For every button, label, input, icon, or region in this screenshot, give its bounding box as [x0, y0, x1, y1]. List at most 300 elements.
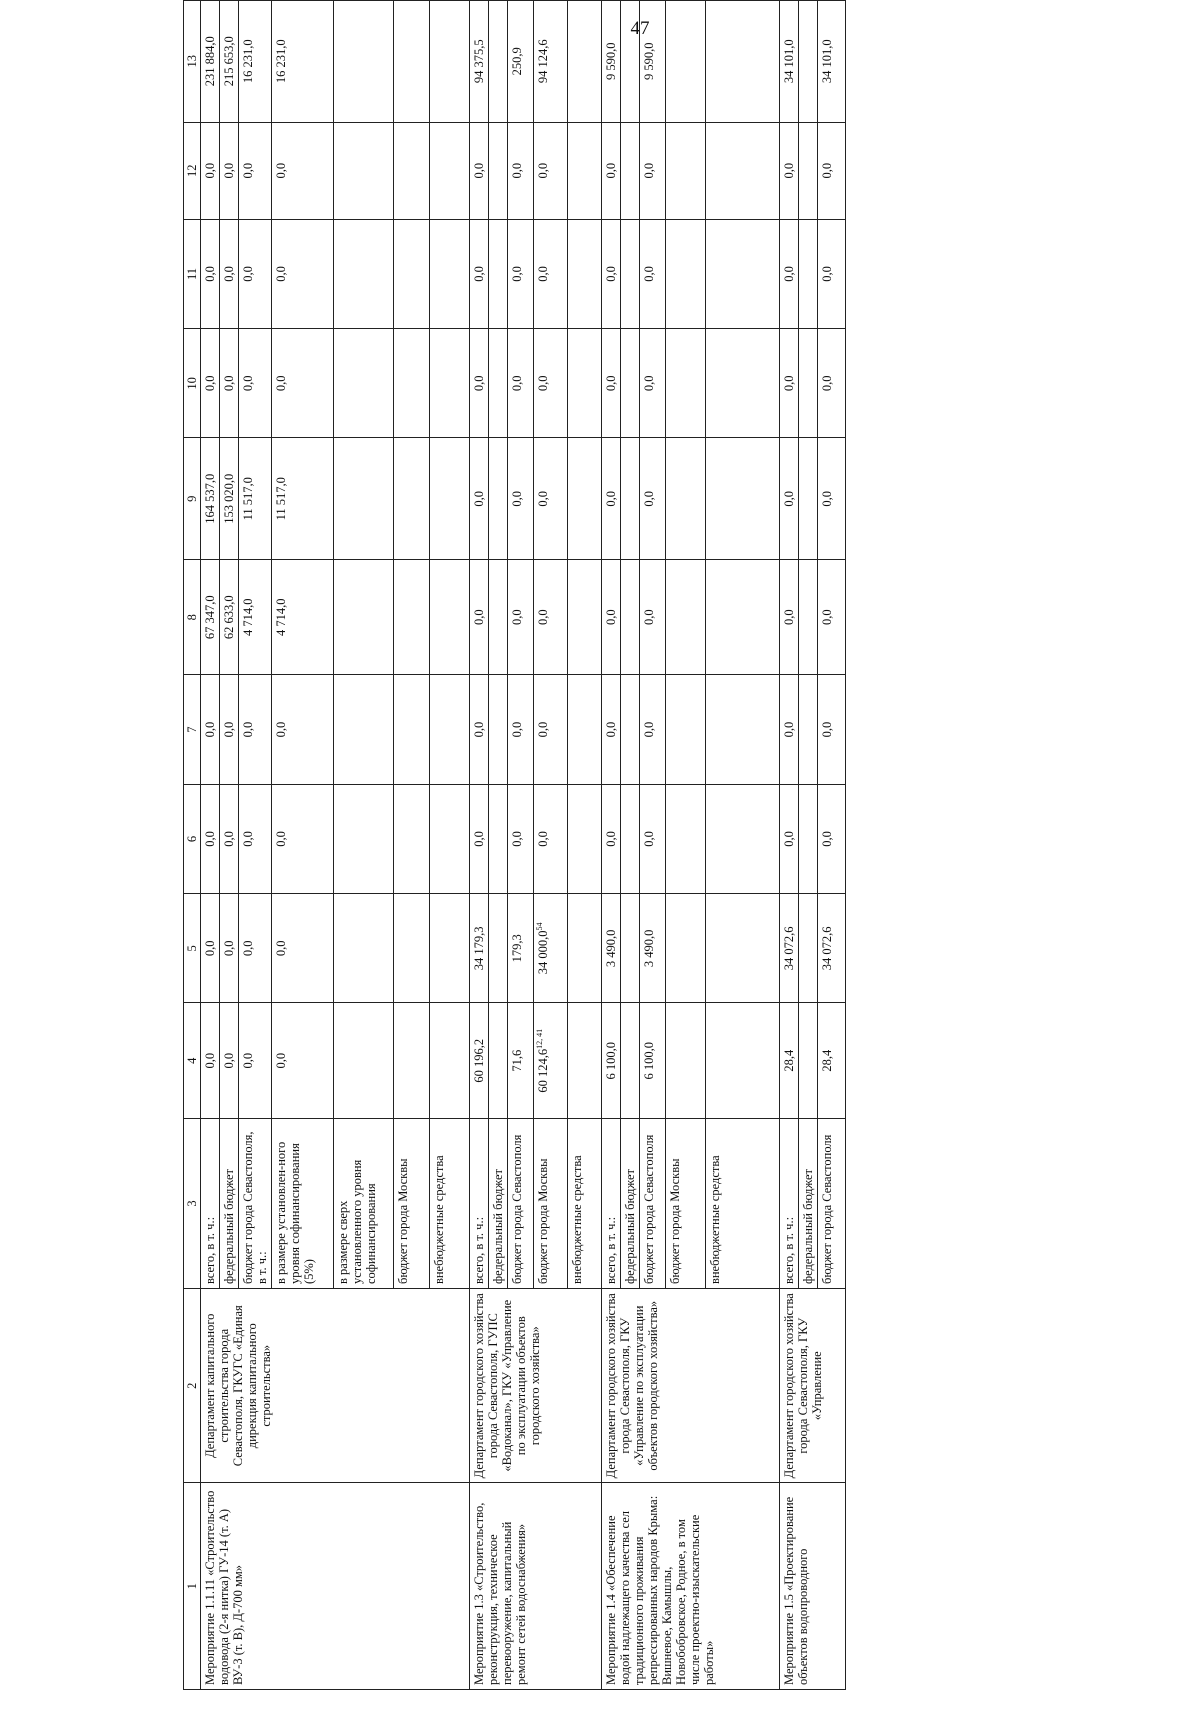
amount-cell	[508, 122, 534, 219]
amount-cell	[220, 1003, 239, 1118]
amount-cell	[430, 1003, 470, 1118]
amount-cell	[666, 1003, 706, 1118]
amount-cell	[568, 784, 602, 893]
amount-value: 0,0	[203, 940, 217, 957]
amount-cell	[489, 122, 508, 219]
funding-source: бюджет города Москвы	[534, 1118, 568, 1288]
amount-cell	[621, 1003, 640, 1118]
amount-cell	[640, 784, 666, 893]
footnote-ref: 54	[535, 922, 544, 931]
amount-value: 62 633,0	[222, 595, 236, 640]
amount-cell	[568, 329, 602, 438]
amount-cell	[568, 1, 602, 123]
amount-value: 34 072,6	[820, 926, 834, 971]
amount-value: 0,0	[241, 721, 255, 738]
funding-source: федеральный бюджет	[799, 1118, 818, 1288]
amount-cell	[706, 784, 780, 893]
amount-cell	[508, 1003, 534, 1118]
amount-cell	[334, 1, 394, 123]
amount-value: 0,0	[820, 375, 834, 392]
amount-value: 0,0	[820, 721, 834, 738]
amount-cell	[666, 560, 706, 675]
amount-cell	[220, 675, 239, 784]
amount-cell	[602, 219, 621, 328]
amount-cell	[602, 329, 621, 438]
amount-cell	[799, 894, 818, 1003]
amount-cell	[430, 438, 470, 560]
amount-value: 153 020,0	[222, 473, 236, 524]
amount-cell	[706, 1, 780, 123]
amount-value: 0,0	[510, 490, 524, 507]
amount-cell	[430, 784, 470, 893]
funding-source: всего, в т. ч.:	[470, 1118, 489, 1288]
footnote-ref: 12, 41	[535, 1028, 544, 1049]
amount-cell	[239, 219, 272, 328]
amount-cell	[534, 1003, 568, 1118]
amount-cell	[394, 122, 430, 219]
amount-cell	[489, 438, 508, 560]
amount-cell	[508, 219, 534, 328]
responsible-executor: Департамент городского хозяйства города Севастополя, ГКУ «Управление по эксплуатации объектов городского хозяйства»	[602, 1289, 780, 1483]
amount-cell	[706, 329, 780, 438]
amount-value: 0,0	[820, 162, 834, 179]
amount-cell	[394, 784, 430, 893]
amount-value: 0,0	[241, 375, 255, 392]
amount-cell	[272, 219, 334, 328]
measure-name: Мероприятие 1.4 «Обеспечение водой надлежащего качества сел традиционного проживания репрессированных народов Крыма: Вишневое, Камышлы, Новобобровское, Родное, в том числе проектно-изыскательские работы»	[602, 1483, 780, 1690]
amount-value: 0,0	[241, 831, 255, 847]
amount-cell	[666, 675, 706, 784]
amount-value: 0,0	[510, 721, 524, 738]
amount-cell	[818, 1, 846, 123]
amount-value: 11 517,0	[274, 477, 288, 521]
amount-value: 0,0	[274, 831, 288, 847]
amount-cell	[799, 1, 818, 123]
amount-cell	[799, 784, 818, 893]
amount-cell	[239, 560, 272, 675]
amount-value: 0,0	[241, 940, 255, 957]
amount-value: 34 101,0	[782, 39, 796, 84]
amount-value: 34 179,3	[472, 926, 486, 971]
amount-cell	[489, 1003, 508, 1118]
amount-value: 0,0	[604, 162, 618, 179]
amount-cell	[568, 438, 602, 560]
amount-value: 0,0	[782, 831, 796, 847]
amount-value: 0,0	[604, 831, 618, 847]
amount-cell	[780, 1, 799, 123]
amount-cell	[818, 122, 846, 219]
amount-value: 0,0	[642, 266, 656, 282]
amount-value: 0,0	[536, 721, 550, 738]
amount-cell	[602, 1, 621, 123]
amount-value: 4 714,0	[241, 598, 255, 636]
amount-cell	[201, 675, 220, 784]
amount-cell	[272, 1003, 334, 1118]
amount-value: 94 375,5	[472, 39, 486, 84]
amount-cell	[394, 438, 430, 560]
amount-cell	[640, 894, 666, 1003]
amount-value: 34 000,0	[536, 930, 551, 975]
amount-cell	[201, 219, 220, 328]
amount-value: 0,0	[222, 375, 236, 392]
funding-source: в размере установлен-ного уровня софинансирования (5%)	[272, 1118, 334, 1288]
amount-cell	[640, 675, 666, 784]
amount-value: 0,0	[222, 1052, 236, 1069]
amount-value: 0,0	[782, 609, 796, 626]
column-number-header: 12	[184, 122, 201, 219]
amount-cell	[470, 122, 489, 219]
amount-cell	[621, 1, 640, 123]
amount-cell	[706, 1003, 780, 1118]
amount-cell	[334, 894, 394, 1003]
amount-value: 4 714,0	[274, 598, 288, 636]
amount-cell	[508, 438, 534, 560]
amount-value: 0,0	[820, 490, 834, 507]
amount-value: 0,0	[203, 1052, 217, 1069]
responsible-executor: Департамент капитального строительства города Севастополя, ГКУГС «Единая дирекция капитального строительства»	[201, 1289, 470, 1483]
rotated-table-container	[183, 0, 1133, 1690]
amount-cell	[470, 219, 489, 328]
amount-cell	[489, 894, 508, 1003]
amount-value: 0,0	[782, 375, 796, 392]
amount-cell	[272, 122, 334, 219]
amount-cell	[780, 219, 799, 328]
amount-cell	[201, 1003, 220, 1118]
column-number-header: 3	[184, 1118, 201, 1288]
column-number-header: 7	[184, 675, 201, 784]
amount-cell	[220, 122, 239, 219]
amount-value: 0,0	[472, 266, 486, 282]
funding-source: всего, в т. ч.:	[602, 1118, 621, 1288]
amount-cell	[430, 219, 470, 328]
amount-cell	[220, 784, 239, 893]
amount-value: 0,0	[222, 266, 236, 282]
amount-cell	[470, 675, 489, 784]
amount-value: 11 517,0	[241, 477, 255, 521]
amount-cell	[272, 675, 334, 784]
funding-source: внебюджетные средства	[568, 1118, 602, 1288]
amount-cell	[706, 438, 780, 560]
amount-value: 0,0	[536, 490, 550, 507]
amount-value: 0,0	[536, 831, 550, 847]
amount-cell	[201, 784, 220, 893]
column-number-header: 5	[184, 894, 201, 1003]
amount-cell	[430, 1, 470, 123]
amount-value: 0,0	[203, 831, 217, 847]
amount-value: 0,0	[472, 162, 486, 179]
amount-value: 0,0	[203, 162, 217, 179]
amount-cell	[508, 675, 534, 784]
table-row	[780, 1, 799, 1690]
column-number-header: 10	[184, 329, 201, 438]
amount-value: 0,0	[274, 266, 288, 282]
amount-cell	[666, 329, 706, 438]
amount-value: 0,0	[820, 266, 834, 282]
table-row	[201, 1, 220, 1690]
amount-value: 71,6	[510, 1049, 524, 1072]
amount-value: 60 196,2	[472, 1038, 486, 1083]
amount-cell	[799, 1003, 818, 1118]
amount-value: 0,0	[203, 266, 217, 282]
amount-value: 231 884,0	[203, 36, 217, 87]
amount-cell	[430, 329, 470, 438]
amount-value: 3 490,0	[604, 929, 618, 968]
amount-cell	[568, 675, 602, 784]
amount-value: 0,0	[642, 162, 656, 179]
column-number-row	[184, 1, 201, 1690]
amount-cell	[640, 219, 666, 328]
amount-cell	[780, 438, 799, 560]
amount-cell	[602, 675, 621, 784]
amount-cell	[334, 560, 394, 675]
amount-cell	[430, 894, 470, 1003]
amount-cell	[799, 122, 818, 219]
column-number-header: 13	[184, 1, 201, 123]
amount-cell	[568, 1003, 602, 1118]
amount-cell	[470, 329, 489, 438]
amount-cell	[534, 1, 568, 123]
measure-name: Мероприятие 1.5 «Проектирование объектов водопроводного	[780, 1483, 846, 1690]
amount-cell	[430, 122, 470, 219]
amount-cell	[640, 438, 666, 560]
amount-cell	[470, 1003, 489, 1118]
funding-source: в размере сверх установленного уровня софинансирования	[334, 1118, 394, 1288]
amount-cell	[430, 675, 470, 784]
amount-cell	[201, 1, 220, 123]
amount-cell	[640, 1, 666, 123]
funding-source: бюджет города Севастополя	[818, 1118, 846, 1288]
amount-value: 0,0	[642, 490, 656, 507]
amount-cell	[799, 329, 818, 438]
amount-cell	[621, 675, 640, 784]
amount-cell	[272, 894, 334, 1003]
amount-cell	[239, 438, 272, 560]
amount-cell	[334, 122, 394, 219]
amount-value: 6 100,0	[642, 1041, 656, 1080]
amount-value: 0,0	[241, 1052, 255, 1069]
amount-cell	[799, 560, 818, 675]
amount-value: 0,0	[782, 721, 796, 738]
amount-cell	[489, 675, 508, 784]
column-number-header: 9	[184, 438, 201, 560]
amount-cell	[602, 894, 621, 1003]
amount-cell	[394, 894, 430, 1003]
amount-cell	[534, 675, 568, 784]
amount-cell	[489, 219, 508, 328]
amount-cell	[334, 675, 394, 784]
amount-cell	[706, 122, 780, 219]
amount-value: 0,0	[274, 721, 288, 738]
amount-cell	[818, 1003, 846, 1118]
amount-cell	[568, 560, 602, 675]
amount-cell	[780, 560, 799, 675]
amount-value: 0,0	[604, 609, 618, 626]
amount-cell	[272, 1, 334, 123]
amount-cell	[201, 122, 220, 219]
amount-cell	[780, 784, 799, 893]
amount-value: 0,0	[472, 721, 486, 738]
amount-cell	[780, 894, 799, 1003]
amount-cell	[780, 1003, 799, 1118]
amount-value: 0,0	[203, 375, 217, 392]
amount-cell	[394, 329, 430, 438]
funding-source: федеральный бюджет	[489, 1118, 508, 1288]
amount-value: 0,0	[510, 162, 524, 179]
amount-cell	[334, 1003, 394, 1118]
amount-value: 28,4	[782, 1049, 796, 1072]
amount-value: 16 231,0	[274, 39, 288, 84]
amount-value: 0,0	[642, 375, 656, 392]
amount-cell	[818, 438, 846, 560]
amount-value: 0,0	[604, 375, 618, 392]
amount-cell	[818, 894, 846, 1003]
amount-cell	[818, 219, 846, 328]
amount-value: 0,0	[642, 831, 656, 847]
amount-cell	[272, 329, 334, 438]
amount-cell	[666, 122, 706, 219]
amount-value: 0,0	[274, 1052, 288, 1069]
amount-cell	[780, 122, 799, 219]
amount-value: 0,0	[222, 831, 236, 847]
amount-cell	[489, 329, 508, 438]
amount-cell	[220, 219, 239, 328]
amount-cell	[334, 438, 394, 560]
amount-cell	[272, 438, 334, 560]
amount-value: 0,0	[642, 721, 656, 738]
amount-cell	[666, 219, 706, 328]
funding-source: внебюджетные средства	[706, 1118, 780, 1288]
amount-cell	[666, 438, 706, 560]
amount-cell	[799, 219, 818, 328]
measure-name: Мероприятие 1.3 «Строительство, реконструкция, техническое перевооружение, капитальный ремонт сетей водоснабжения»	[470, 1483, 602, 1690]
amount-value: 0,0	[203, 721, 217, 738]
amount-cell	[818, 560, 846, 675]
amount-cell	[621, 329, 640, 438]
amount-cell	[818, 675, 846, 784]
funding-source: федеральный бюджет	[220, 1118, 239, 1288]
funding-source: бюджет города Москвы	[666, 1118, 706, 1288]
amount-value: 0,0	[604, 266, 618, 282]
measure-name: Мероприятие 1.1.11 «Строительство водовода (2-я нитка) ГУ-14 (т. А) ВУ-3 (т. В), Д-700 мм»	[201, 1483, 470, 1690]
amount-cell	[818, 784, 846, 893]
amount-value: 0,0	[510, 266, 524, 282]
amount-value: 0,0	[642, 609, 656, 626]
table-row	[602, 1, 621, 1690]
amount-cell	[621, 438, 640, 560]
amount-cell	[394, 1003, 430, 1118]
amount-cell	[239, 784, 272, 893]
amount-cell	[621, 894, 640, 1003]
funding-source: федеральный бюджет	[621, 1118, 640, 1288]
amount-cell	[602, 1003, 621, 1118]
amount-cell	[666, 784, 706, 893]
amount-cell	[640, 1003, 666, 1118]
amount-cell	[201, 894, 220, 1003]
amount-value: 94 124,6	[536, 39, 550, 84]
amount-value: 0,0	[472, 490, 486, 507]
amount-cell	[621, 122, 640, 219]
amount-value: 0,0	[274, 375, 288, 392]
column-number-header: 6	[184, 784, 201, 893]
amount-cell	[666, 894, 706, 1003]
amount-cell	[239, 1003, 272, 1118]
responsible-executor: Департамент городского хозяйства города Севастополя, ГКУ «Управление	[780, 1289, 846, 1483]
column-number-header: 2	[184, 1289, 201, 1483]
amount-cell	[394, 219, 430, 328]
funding-source: бюджет города Севастополя	[508, 1118, 534, 1288]
amount-value: 67 347,0	[203, 595, 217, 640]
amount-cell	[470, 784, 489, 893]
amount-cell	[568, 894, 602, 1003]
budget-table	[183, 0, 846, 1690]
amount-value: 0,0	[604, 490, 618, 507]
amount-value: 0,0	[241, 162, 255, 179]
amount-value: 0,0	[782, 266, 796, 282]
amount-cell	[489, 1, 508, 123]
amount-cell	[534, 894, 568, 1003]
amount-value: 0,0	[510, 375, 524, 392]
amount-cell	[272, 784, 334, 893]
amount-value: 3 490,0	[642, 929, 656, 968]
amount-cell	[799, 675, 818, 784]
amount-cell	[201, 560, 220, 675]
amount-value: 0,0	[222, 162, 236, 179]
amount-cell	[621, 219, 640, 328]
amount-cell	[470, 438, 489, 560]
page-number: 47	[630, 18, 650, 39]
amount-cell	[799, 438, 818, 560]
amount-value: 9 590,0	[642, 42, 656, 81]
amount-cell	[239, 329, 272, 438]
amount-cell	[470, 1, 489, 123]
amount-cell	[334, 329, 394, 438]
amount-value: 0,0	[274, 162, 288, 179]
amount-cell	[568, 219, 602, 328]
amount-value: 0,0	[536, 375, 550, 392]
column-number-header: 8	[184, 560, 201, 675]
table-body	[201, 1, 846, 1690]
table-row	[470, 1, 489, 1690]
amount-cell	[640, 122, 666, 219]
funding-source: всего, в т. ч.:	[780, 1118, 799, 1288]
amount-cell	[706, 560, 780, 675]
responsible-executor: Департамент городского хозяйства города Севастополя, ГУПС «Водоканал», ГКУ «Управление по эксплуатации объектов городского хозяйства»	[470, 1289, 602, 1483]
amount-cell	[220, 1, 239, 123]
amount-cell	[508, 894, 534, 1003]
amount-cell	[220, 329, 239, 438]
amount-cell	[430, 560, 470, 675]
funding-source: бюджет города Севастополя	[640, 1118, 666, 1288]
amount-value: 6 100,0	[604, 1041, 618, 1080]
amount-cell	[220, 894, 239, 1003]
amount-cell	[640, 329, 666, 438]
amount-cell	[272, 560, 334, 675]
amount-cell	[602, 560, 621, 675]
amount-cell	[780, 329, 799, 438]
funding-source: бюджет города Москвы	[394, 1118, 430, 1288]
amount-cell	[706, 894, 780, 1003]
amount-value: 0,0	[820, 609, 834, 626]
amount-value: 0,0	[536, 266, 550, 282]
amount-cell	[201, 329, 220, 438]
amount-cell	[602, 122, 621, 219]
amount-cell	[239, 122, 272, 219]
amount-cell	[334, 784, 394, 893]
amount-value: 0,0	[472, 609, 486, 626]
amount-value: 0,0	[510, 831, 524, 847]
amount-cell	[602, 784, 621, 893]
amount-cell	[534, 560, 568, 675]
